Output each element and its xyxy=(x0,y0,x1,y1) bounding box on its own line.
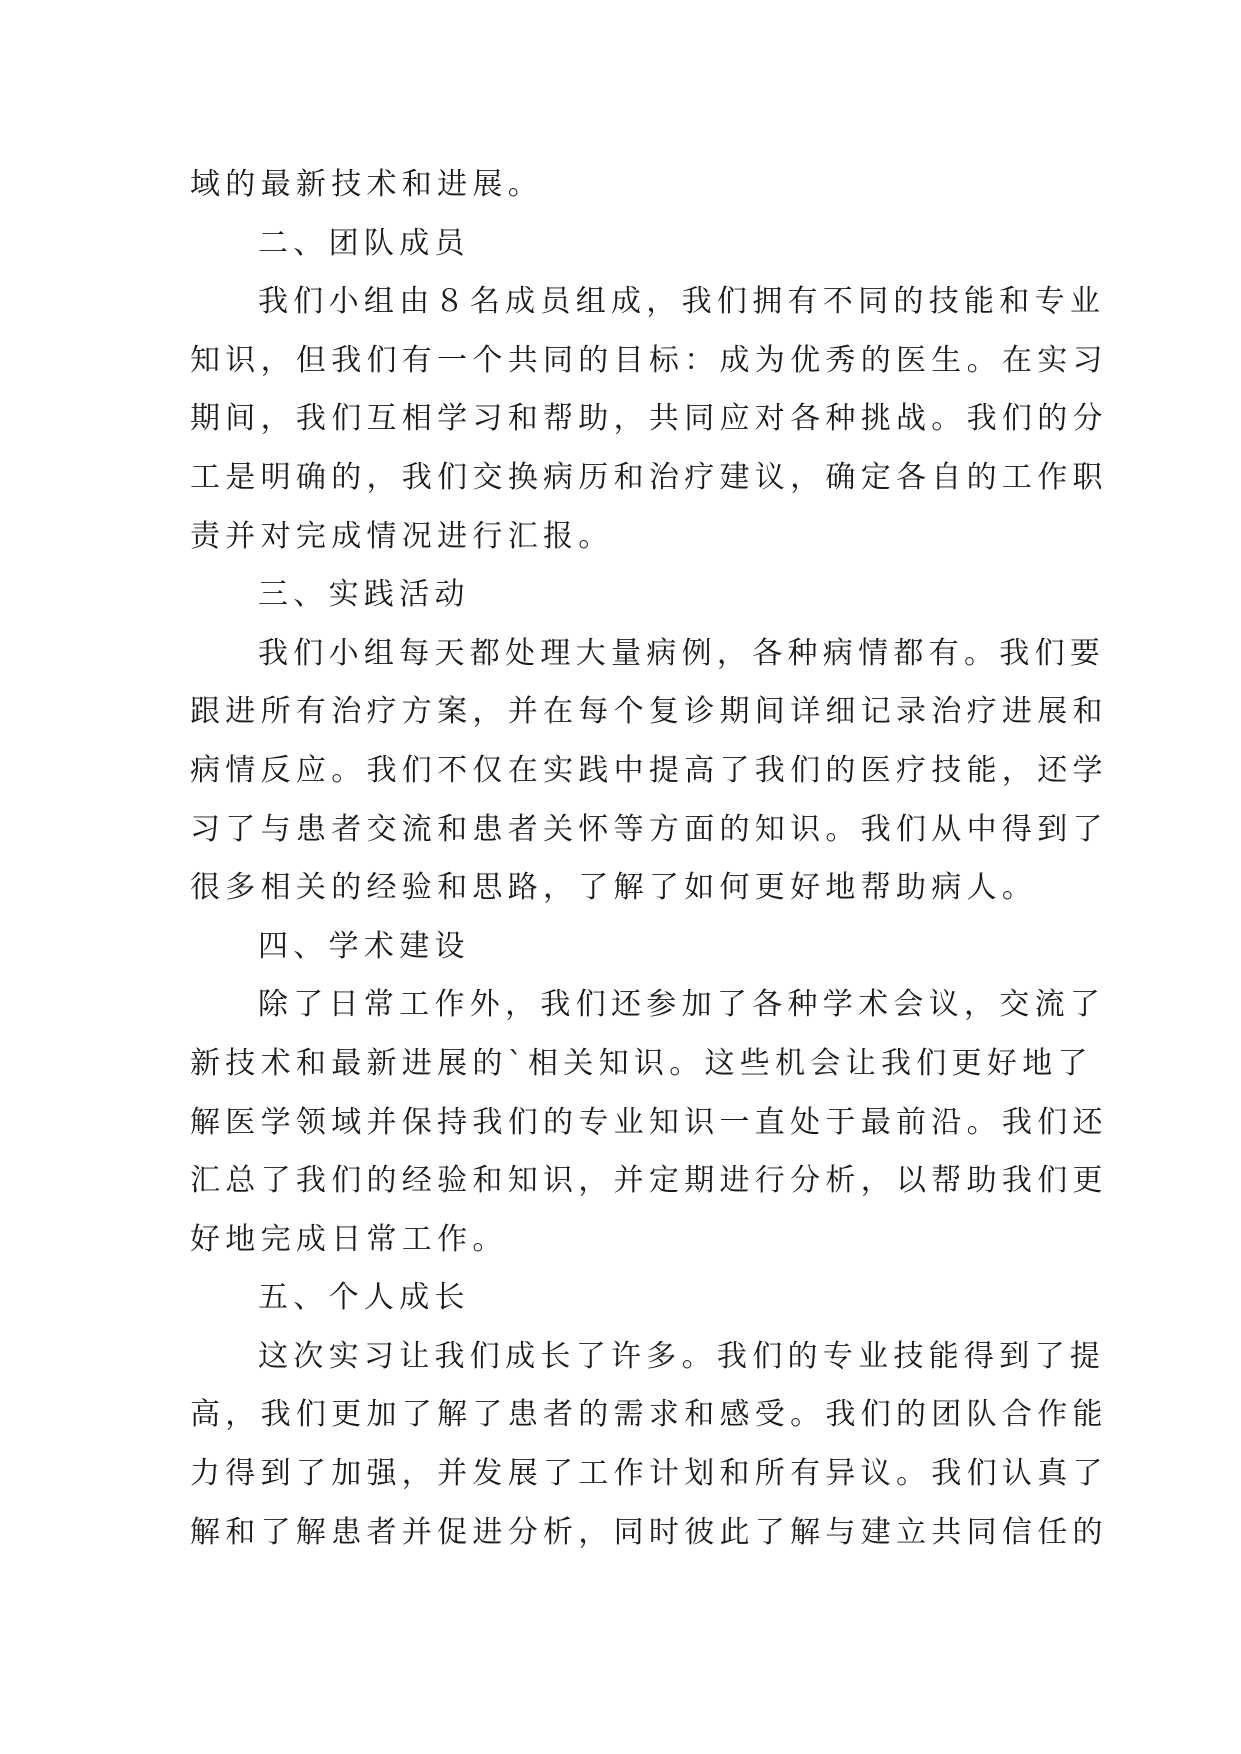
text-line: 汇总了我们的经验和知识，并定期进行分析，以帮助我们更 xyxy=(190,1163,1108,1199)
section-heading: 二、团队成员 xyxy=(258,225,470,261)
section-heading: 五、个人成长 xyxy=(258,1280,470,1316)
text-line: 我们小组每天都处理大量病例，各种病情都有。我们要 xyxy=(258,635,1106,671)
text-line: 很多相关的经验和思路，了解了如何更好地帮助病人。 xyxy=(190,870,1038,906)
text-line: 责并对完成情况进行汇报。 xyxy=(190,518,614,554)
text-line: 跟进所有治疗方案，并在每个复诊期间详细记录治疗进展和 xyxy=(190,694,1108,730)
text-line: 好地完成日常工作。 xyxy=(190,1221,508,1257)
text-line: 病情反应。我们不仅在实践中提高了我们的医疗技能，还学 xyxy=(190,752,1108,788)
text-line: 工是明确的，我们交换病历和治疗建议，确定各自的工作职 xyxy=(190,459,1108,495)
text-line: 知识，但我们有一个共同的目标：成为优秀的医生。在实习 xyxy=(190,342,1108,378)
text-line: 解医学领域并保持我们的专业知识一直处于最前沿。我们还 xyxy=(190,1104,1108,1140)
text-line: 期间，我们互相学习和帮助，共同应对各种挑战。我们的分 xyxy=(190,401,1108,437)
section-heading: 四、学术建设 xyxy=(258,928,470,964)
document-page xyxy=(190,156,1108,1562)
text-line: 新技术和最新进展的`相关知识。这些机会让我们更好地了 xyxy=(190,1045,1093,1081)
text-line: 高，我们更加了解了患者的需求和感受。我们的团队合作能 xyxy=(190,1397,1108,1433)
text-line: 解和了解患者并促进分析，同时彼此了解与建立共同信任的 xyxy=(190,1514,1108,1550)
section-heading: 三、实践活动 xyxy=(258,577,470,613)
text-line: 除了日常工作外，我们还参加了各种学术会议，交流了 xyxy=(258,987,1106,1023)
text-line: 域的最新技术和进展。 xyxy=(190,167,543,202)
text-line: 我们小组由８名成员组成，我们拥有不同的技能和专业 xyxy=(258,284,1106,320)
text-line: 这次实习让我们成长了许多。我们的专业技能得到了提 xyxy=(258,1338,1106,1374)
text-line: 力得到了加强，并发展了工作计划和所有异议。我们认真了 xyxy=(190,1456,1108,1492)
text-line: 习了与患者交流和患者关怀等方面的知识。我们从中得到了 xyxy=(190,811,1108,847)
